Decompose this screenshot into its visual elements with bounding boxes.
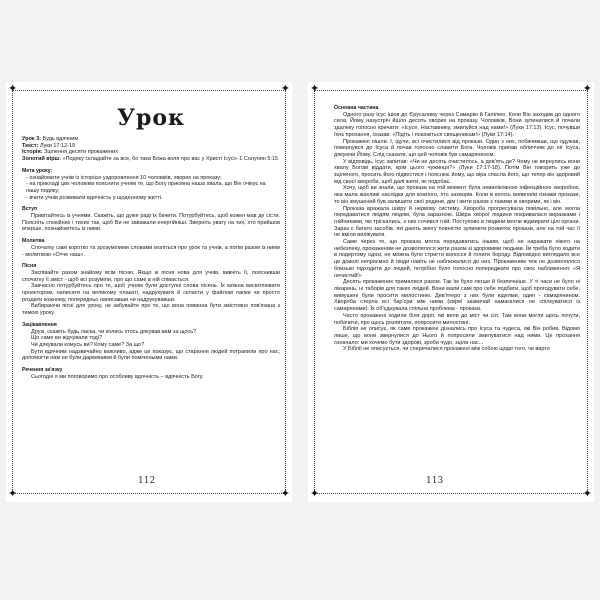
paragraph: Вибираючи пісні для уроку, не забувайте про те, що вона повинна бути змістовно пов'язана з темою уроку. <box>22 303 280 317</box>
paragraph: Прокажені пішли. І, ідучи, всі очистилися від прокази. Один з них, побачивши, що одужав, повернувся до Ісуса й почав голосно славити Бога. Чоловік припав обличчям до ніг Ісуса, дякуючи Йому. Слід сказати, що цей чоловік був самарянином. <box>334 138 580 158</box>
section-heading: Молитва <box>22 238 45 245</box>
info-label: Текст: <box>22 142 39 149</box>
paragraph: Одного разу Ісус ішов до Єрусалиму через Самарію й Галілею. Коли Він заходив до одного села, Йому назустріч йшло десять хворих на проказу. Чоловіків. Вони зупинилися й почали здалеку голосно кричати: «Ісусе, Наставнику, змилуйся над нами!» (Луки 17:13). Ісус, почувши їхнє прохання, сказав: «Підіть і покажіться священикам!» (Луки 17:14). <box>334 111 580 138</box>
goals-list <box>22 175 280 202</box>
info-value: «Подяку складайте за все, бо така Божа воля про вас у Христі Ісусі» 1 Солунян 5:15 <box>60 156 279 163</box>
paragraph: Спочатку самі коротко та зрозумілими словами моліться про урок та учнів, а потім разом із ними - молитвою «Отче наш». <box>22 244 280 258</box>
right-page-content <box>334 100 580 476</box>
corner-ornament-icon: ✦ <box>280 83 290 95</box>
paragraph: Десять прокажених трималися разом. Так їм було легше й безпечніше. У ті часи не було ні лікарень, ні таборів для таких людей. Вони мали самі про себе подбати, щоб прогодувати себе, вимушені були просити милостиню. Дев'ятеро з них були юдеями, один - самарянином. Хвороба стерла всі бар'єри між ними (євреї зазвичай намагалися не спілкуватися із самарянами). Їх об'єднувала спільна проблема - проказа. <box>334 279 580 313</box>
paragraph: Заспівайте разом знайому всім пісню. Якщо ж пісня нова для учнів, вивчіть її, пояснивши спочатку її зміст - щоб всі розуміли, про що саме в ній співається. <box>22 269 280 283</box>
left-sections <box>22 206 280 380</box>
goals-heading: Мета уроку: <box>22 167 53 174</box>
paragraph: У відповідь, Ісус запитав: «Чи не десять очистилось, а дев'ять де? Чому не вернулись вони хвалу Богові віддати, крім цього чужинця?» (Луки 17:17-18). Потім Він говорить уже до зціленого, просить його підвестися і пояснює йому, що віра спасла його, що тепер він здоровий від своєї хвороби, щоб далі жити, як подобає. <box>334 158 580 185</box>
info-row <box>22 156 280 163</box>
paragraph: Бути вдячним надзвичайно важливо, адже це показує, що старання людей потрапили про нас, допомогти нам не були даремними й були помічеными нами. <box>22 348 280 362</box>
corner-ornament-icon: ✦ <box>582 488 592 500</box>
paragraph: Саме через те, що проказа могла передаватись іншим, щоб не наражати нікого на небезпеку, прокаженим не дозволялося жити разом зі здоровими людьми. Їм треба було ходити в подертому одязі, не можна було стригти волосся й голити бороду. Відповідно виглядало все це доволі неприємно й люди навіть не наближалися до них. Прокаженим теж не дозволялося близько підходити до людей, потрібно було голосно попереджати про своє наближення: «Я нечистий!» <box>334 239 580 279</box>
corner-ornament-icon: ✦ <box>8 83 18 95</box>
goal-item: - ознайомити учнів із історією уздоровлення 10 чоловіків, хворих на проказу; <box>26 174 222 181</box>
paragraph: Сьогодні я ми поговоримо про особливу вдячність – вдячність Богу. <box>31 373 204 380</box>
info-label: Історія: <box>22 149 43 156</box>
right-sections <box>334 105 580 353</box>
paragraph: Друзі, скажіть будь ласка, чи колись хтось дякував вам за щось? <box>31 328 197 335</box>
lesson-info <box>22 136 280 163</box>
info-label: Урок 3: <box>22 136 42 142</box>
paragraph: Завчасно потурбуйтесь про те, щоб учням були доступні слова пісень. Їх можна висвітлювати проектором, написати на великому плакаті, надрукувати й скласти у файлові папки чи просто роздати кожному, попередньо написавши чи надрукувавши. <box>22 283 280 303</box>
paragraph: Привітайтесь із учнями. Скажіть, що дуже раді їх бачити. Потурбуйтесь, щоб кожен мав де сісти. Поясніть спокійних і тихих так, щоб Ви не заважали енергійніші. Зверніть увагу на тих, хто прийшов вперше, познайомтесь із ними. <box>22 213 280 233</box>
page-number: 112 <box>138 476 156 486</box>
section-heading: Речення за'язку <box>22 367 63 374</box>
paragraph: Чи дякували комусь ви? Кому саме? За що? <box>31 341 145 348</box>
corner-ornament-icon: ✦ <box>310 83 320 95</box>
info-value: Будь вдячним <box>41 136 79 142</box>
paragraph: Хочу, щоб ви знали, що проказа на той момент була невиліковною інфекційною хворобою, яка мала жахливі наслідки для кожного, хто захворів. Коли в когось виявляли ознаки прокази, то він змушений був залишити свої родини, дім і жити разом з такими ж хворими, як і він. <box>334 185 580 205</box>
corner-ornament-icon: ✦ <box>8 488 18 500</box>
paragraph: Проказа вражала шкіру й нервову систему. Хвороба прогресувала повільно, але могла передаватися людям людям, була заразною. Шкіра хворої людини покривалася виразками і гнійниками, які тріскались, з них сочився гній. Поступово в людини могли відмирати цілі органи. Зараз є багато засобів, які дають змогу повністю зупинити розвиток прокази, але на той час її не вміли вилікувати. <box>334 205 580 239</box>
left-page-content <box>22 98 280 476</box>
section-heading: Вступ <box>22 206 38 213</box>
info-row <box>22 143 280 150</box>
paragraph: Біблія не описує, як саме прокажені дізнались про Ісуса та чудеса, які Він робив. Відомо лише, що вони звернулися до Нього й попросили змилуватися над ними. Це прохання означало: ми хочемо бути здорові, зроби чудо, зціли нас... <box>334 326 580 346</box>
corner-ornament-icon: ✦ <box>310 488 320 500</box>
section-heading: Пісня <box>22 263 37 270</box>
section-heading: Зацікавлення <box>22 321 57 328</box>
section-heading: Основна частина <box>334 105 379 111</box>
info-row <box>22 136 280 143</box>
lesson-title: Урок <box>117 105 185 131</box>
page-number: 113 <box>426 476 444 486</box>
corner-ornament-icon: ✦ <box>582 83 592 95</box>
paragraph: Що саме ви відчували тоді? <box>31 335 103 342</box>
paragraph: У Біблії не описується, чи сперечалися прокажені між собою щодо того, чи варто <box>343 346 550 353</box>
goal-item: - на прикладі цих чоловіків пояснити учням те, що Богу приємна наша хвала, що Він очікує на нашу подяку; <box>26 181 266 194</box>
info-value: Зцілення десяти прокажених <box>42 149 118 156</box>
left-page <box>6 82 292 502</box>
info-label: Золотий вірш: <box>22 156 61 163</box>
corner-ornament-icon: ✦ <box>280 488 290 500</box>
paragraph: Часто прокажені ходили біля доріг, які вели до міст чи сіл. Там вони могли щось почути, побачити, про щось розпитати, попросити милостині. <box>334 312 580 326</box>
goal-item: - вчити учнів розвивати вдячність у щоденному житті. <box>26 194 163 201</box>
right-page <box>308 82 594 502</box>
info-value: Луки 17:12-19 <box>38 142 76 149</box>
